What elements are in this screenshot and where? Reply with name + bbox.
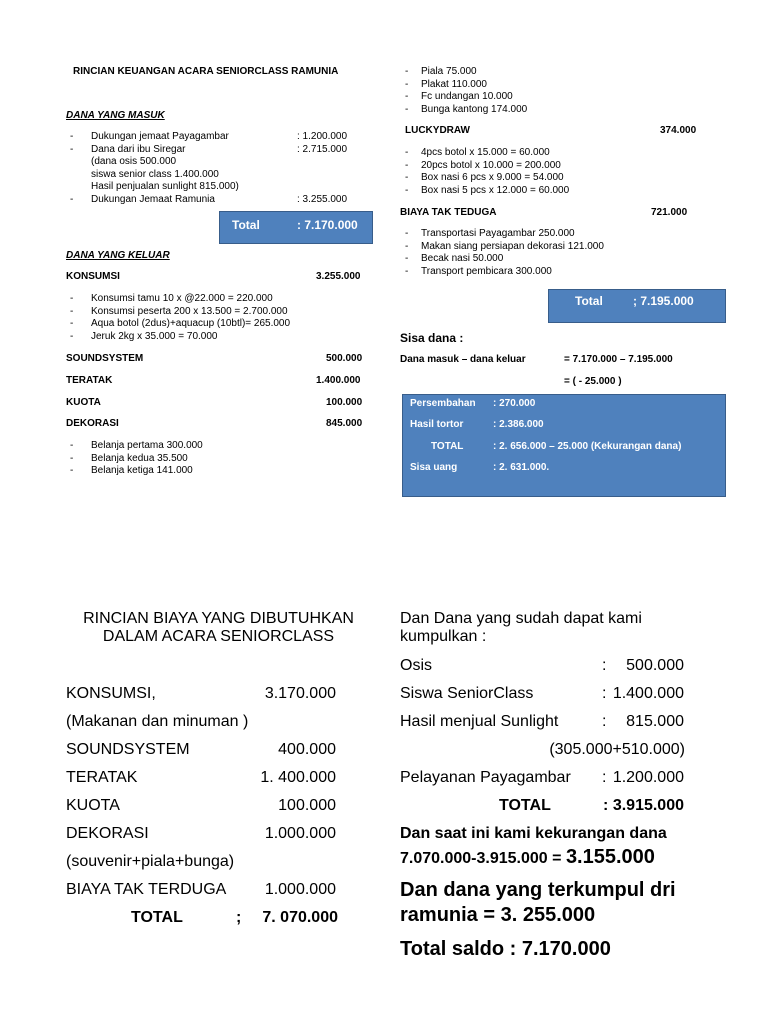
summary-total-value: : 2. 656.000 – 25.000 (Kekurangan dana)	[493, 441, 682, 452]
list-item: - Aqua botol (2dus)+aquacup (10btl)= 265.000	[70, 318, 291, 329]
hasil-tortor-value: : 2.386.000	[493, 419, 544, 430]
list-item: - Dana dari ibu Siregar : 2.715.000	[70, 143, 348, 155]
list-item: - Belanja ketiga 141.000	[70, 465, 193, 476]
collected-sunlight-label: Hasil menjual Sunlight	[400, 713, 559, 730]
list-item: - Dukungan Jemaat Ramunia : 3.255.000	[70, 193, 348, 205]
collected-intro-line1: Dan Dana yang sudah dapat kami	[400, 610, 642, 627]
cost-total-sep: ;	[236, 909, 242, 926]
collected-intro-line2: kumpulkan :	[400, 628, 487, 645]
cost-soundsystem-value: 400.000	[278, 741, 336, 758]
total-keluar-value: ; 7.195.000	[633, 294, 694, 308]
bottom-left-title-line1: RINCIAN BIAYA YANG DIBUTUHKAN	[83, 610, 354, 627]
dana-masuk-heading: DANA YANG MASUK	[66, 110, 165, 121]
soundsystem-label: SOUNDSYSTEM	[66, 353, 144, 364]
kekurangan-formula: 7.070.000-3.915.000 =	[400, 850, 562, 867]
total-keluar-label: Total	[575, 294, 603, 308]
persembahan-label: Persembahan	[410, 398, 476, 409]
terkumpul-line2: ramunia = 3. 255.000	[400, 904, 596, 926]
collected-osis-sep: :	[602, 657, 607, 674]
kuota-label: KUOTA	[66, 397, 101, 408]
dana-keluar-heading: DANA YANG KELUAR	[66, 250, 170, 261]
soundsystem-value: 500.000	[326, 353, 363, 364]
konsumsi-list	[70, 293, 290, 343]
cost-konsumsi-label: KONSUMSI,	[66, 685, 156, 702]
list-item: - Makan siang persiapan dekorasi 121.000	[405, 240, 604, 252]
list-item: Hasil penjualan sunlight 815.000)	[91, 181, 239, 192]
biaya-tak-teduga-label: BIAYA TAK TEDUGA	[400, 207, 497, 218]
collected-osis-value: 500.000	[626, 657, 684, 674]
cost-dekorasi-label: DEKORASI	[66, 825, 149, 842]
konsumsi-label: KONSUMSI	[66, 271, 120, 282]
biaya-list	[405, 228, 604, 278]
konsumsi-value: 3.255.000	[316, 271, 361, 282]
list-item: - Becak nasi 50.000	[405, 253, 504, 264]
list-item: siswa senior class 1.400.000	[91, 168, 219, 180]
sisa-dana-heading: Sisa dana :	[400, 331, 464, 345]
dekorasi-list	[70, 440, 203, 478]
collected-siswa-sep: :	[602, 685, 607, 702]
dekorasi-value: 845.000	[326, 418, 363, 429]
biaya-tak-teduga-value: 721.000	[651, 207, 688, 218]
total-masuk-label: Total	[232, 218, 260, 232]
cost-kuota-value: 100.000	[278, 797, 336, 814]
kekurangan-line1: Dan saat ini kami kekurangan dana	[400, 825, 667, 842]
bottom-left-title-line2: DALAM ACARA SENIORCLASS	[102, 628, 335, 645]
sisa-formula-label: Dana masuk – dana keluar	[400, 354, 526, 365]
collected-pelayanan-value: 1.200.000	[612, 769, 684, 786]
collected-sunlight-value: 815.000	[626, 713, 684, 730]
collected-total-label: TOTAL	[499, 797, 551, 814]
cost-biaya-label: BIAYA TAK TERDUGA	[66, 881, 227, 898]
sisa-uang-value: : 2. 631.000.	[493, 462, 550, 473]
collected-siswa-value: 1.400.000	[612, 685, 684, 702]
total-masuk-value: : 7.170.000	[297, 218, 358, 232]
list-item: - Belanja pertama 300.000	[70, 440, 203, 451]
list-item: - Transport pembicara 300.000	[405, 265, 552, 277]
list-item: - Konsumsi peserta 200 x 13.500 = 2.700.000	[70, 305, 288, 317]
dekorasi-label: DEKORASI	[66, 418, 119, 429]
list-item: (dana osis 500.000	[91, 156, 177, 167]
list-item: - Bunga kantong 174.000	[405, 103, 528, 115]
luckydraw-list	[405, 147, 569, 197]
list-item: - Transportasi Payagambar 250.000	[405, 228, 575, 239]
cost-teratak-label: TERATAK	[66, 769, 138, 786]
list-item: - Piala 75.000	[405, 66, 477, 77]
list-item: - 20pcs botol x 10.000 = 200.000	[405, 159, 561, 171]
cost-biaya-value: 1.000.000	[264, 881, 336, 898]
list-item: - Plakat 110.000	[405, 78, 487, 90]
total-saldo: Total saldo : 7.170.000	[400, 938, 611, 960]
collected-siswa-label: Siswa SeniorClass	[400, 685, 534, 702]
list-item: - Fc undangan 10.000	[405, 91, 513, 102]
sisa-formula-value: = 7.170.000 – 7.195.000	[564, 354, 673, 365]
total-keluar-box	[548, 289, 726, 323]
sunlight-breakdown: (305.000+510.000)	[549, 741, 685, 758]
cost-makanan-note: (Makanan dan minuman )	[66, 713, 249, 730]
teratak-value: 1.400.000	[316, 375, 361, 386]
collected-pelayanan-sep: :	[602, 769, 607, 786]
doc-title: RINCIAN KEUANGAN ACARA SENIORCLASS RAMUNIA	[73, 66, 339, 77]
terkumpul-line1: Dan dana yang terkumpul dri	[400, 879, 676, 901]
luckydraw-value: 374.000	[660, 125, 697, 136]
list-item: - 4pcs botol x 15.000 = 60.000	[405, 147, 550, 158]
luckydraw-label: LUCKYDRAW	[405, 125, 470, 136]
kuota-value: 100.000	[326, 397, 363, 408]
cost-dekorasi-value: 1.000.000	[264, 825, 336, 842]
kekurangan-line2	[400, 846, 655, 870]
sisa-uang-label: Sisa uang	[410, 462, 458, 473]
hasil-tortor-label: Hasil tortor	[410, 419, 464, 430]
piala-list	[405, 66, 527, 116]
summary-box	[402, 394, 726, 497]
collected-sunlight-sep: :	[602, 713, 607, 730]
list-item: - Box nasi 6 pcs x 9.000 = 54.000	[405, 172, 564, 183]
collected-pelayanan-label: Pelayanan Payagambar	[400, 769, 571, 786]
list-item: - Belanja kedua 35.500	[70, 452, 188, 464]
cost-kuota-label: KUOTA	[66, 797, 120, 814]
kekurangan-amount: 3.155.000	[565, 846, 655, 868]
sisa-result: = ( - 25.000 )	[564, 376, 622, 387]
collected-osis-label: Osis	[400, 657, 432, 674]
teratak-label: TERATAK	[66, 375, 113, 386]
cost-teratak-value: 1. 400.000	[260, 769, 336, 786]
list-item: - Konsumsi tamu 10 x @22.000 = 220.000	[70, 293, 273, 304]
summary-total-label: TOTAL	[431, 441, 464, 452]
collected-total-value: : 3.915.000	[603, 797, 684, 814]
dana-masuk-list	[70, 131, 370, 206]
total-masuk-box	[219, 211, 373, 244]
list-item: - Dukungan jemaat Payagambar : 1.200.000	[70, 131, 348, 142]
cost-souvenir-note: (souvenir+piala+bunga)	[66, 853, 235, 870]
list-item: - Jeruk 2kg x 35.000 = 70.000	[70, 330, 218, 342]
cost-total-label: TOTAL	[131, 909, 183, 926]
cost-soundsystem-label: SOUNDSYSTEM	[66, 741, 190, 758]
cost-total-value: 7. 070.000	[262, 909, 338, 926]
persembahan-value: : 270.000	[493, 398, 536, 409]
cost-konsumsi-value: 3.170.000	[264, 685, 336, 702]
list-item: - Box nasi 5 pcs x 12.000 = 60.000	[405, 184, 570, 196]
